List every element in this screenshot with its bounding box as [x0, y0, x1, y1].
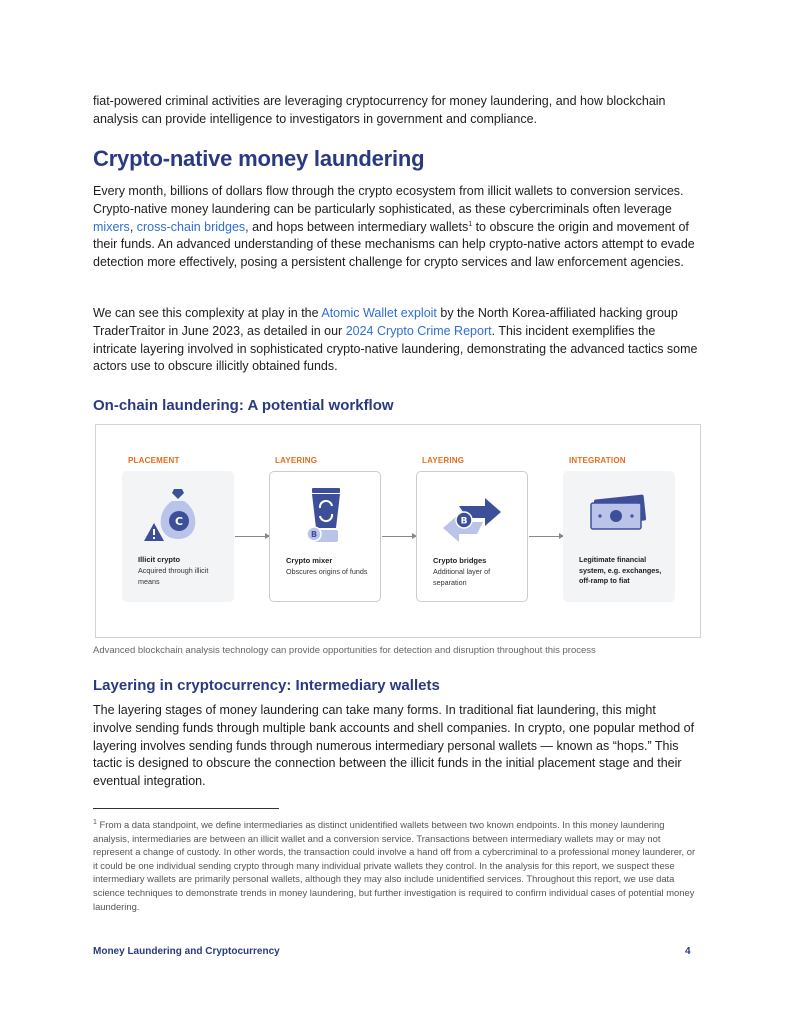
- card-title-illicit-crypto: Illicit crypto: [138, 555, 181, 564]
- stage-label-integration: INTEGRATION: [569, 456, 626, 465]
- crypto-crime-report-link[interactable]: 2024 Crypto Crime Report: [345, 323, 492, 338]
- bridge-arrows-icon: [437, 484, 507, 546]
- svg-text:C: C: [174, 515, 184, 528]
- stage-card-bridges: [416, 471, 528, 602]
- p2-text-a: We can see this complexity at play in the: [93, 306, 322, 320]
- page-number: 4: [685, 946, 691, 957]
- footnote-divider: [93, 808, 279, 809]
- cross-chain-bridges-link[interactable]: cross-chain bridges: [136, 219, 246, 234]
- p1-text-d: to obscure the origin and movement of their funds. An advanced understanding of these mechanisms can help crypto-native actors attempt to evade detection more effectively, posing a persistent challenge for crypto services and law enforcement agencies.: [93, 219, 695, 270]
- footer-title: Money Laundering and Cryptocurrency: [93, 946, 280, 957]
- card-desc-illicit-crypto: Acquired through illicit means: [138, 566, 209, 586]
- footnote-ref[interactable]: 1: [468, 220, 473, 228]
- stage-label-layering-2: LAYERING: [422, 456, 465, 465]
- card-desc-crypto-bridges: Additional layer of separation: [433, 567, 491, 587]
- paragraph-1: [93, 183, 698, 272]
- banknotes-icon: [583, 483, 653, 545]
- paragraph-2: [93, 305, 698, 376]
- mixers-link[interactable]: mixers: [93, 219, 130, 234]
- p1-text-b: ,: [129, 219, 137, 234]
- atomic-wallet-link[interactable]: Atomic Wallet exploit: [321, 306, 437, 320]
- p1-text-a: Every month, billions of dollars flow through the crypto ecosystem from illicit wallets to conversion services. Crypto-native money laundering can be particularly sophisticated, as these cybercriminals often leverage: [93, 184, 684, 216]
- footnote: [93, 818, 698, 913]
- layering-subheading: Layering in cryptocurrency: Intermediary wallets: [93, 677, 440, 694]
- card-desc-integration: Legitimate financial system, e.g. exchanges, off-ramp to fiat: [579, 555, 662, 585]
- svg-text:B: B: [310, 530, 318, 539]
- flow-arrow-2: [382, 536, 416, 537]
- flow-arrow-3: [529, 536, 563, 537]
- p2-text-b: by the North Korea-affiliated hacking group TraderTraitor in June 2023, as detailed in our: [93, 306, 678, 338]
- p1-text-c: , and hops between intermediary wallets: [245, 219, 469, 234]
- footnote-number: 1: [93, 818, 97, 826]
- section-heading: Crypto-native money laundering: [93, 146, 425, 171]
- stage-card-placement: [122, 471, 234, 602]
- workflow-figure: [95, 424, 701, 638]
- paragraph-3: The layering stages of money laundering can take many forms. In traditional fiat laundering, this might involve sending funds through multiple bank accounts and shell companies. In crypto, one popular method of layering involves sending funds through numerous intermediary personal wallets — known as “hops.” This tactic is designed to obscure the connection between the illicit funds in the initial placement stage and their eventual integration.: [93, 703, 695, 789]
- flow-arrow-1: [235, 536, 269, 537]
- svg-text:B: B: [460, 516, 468, 527]
- stage-card-integration: [563, 471, 675, 602]
- footnote-text: From a data standpoint, we define intermediaries as distinct unidentified wallets between two known endpoints. In this money laundering analysis, intermediaries are between an illicit wallet and a conversion service. Transactions between intermediary wallets may or may not represent a change of custody. In other words, the transaction could involve a hand off from a cybercriminal to a professional money launderer, or it could be one individual sending crypto through many individual private wallets they control. In the analysis for this report, we suspect these intermediary wallets are primarily personal wallets, although they may also include unidentified services. Throughout this report, we use data science techniques to demonstrate trends in money laundering, but further investigation is required to confirm individual cases of potential money laundering.: [93, 819, 696, 912]
- stage-card-mixer: [269, 471, 381, 602]
- card-title-crypto-bridges: Crypto bridges: [433, 556, 487, 565]
- stage-label-layering-1: LAYERING: [275, 456, 318, 465]
- workflow-subheading: On-chain laundering: A potential workflow: [93, 397, 394, 414]
- blender-icon: [290, 484, 360, 546]
- stage-label-placement: PLACEMENT: [128, 456, 180, 465]
- figure-caption: Advanced blockchain analysis technology can provide opportunities for detection and disruption throughout this process: [93, 645, 596, 656]
- card-desc-crypto-mixer: Obscures origins of funds: [286, 567, 368, 576]
- intro-paragraph: fiat-powered criminal activities are leveraging cryptocurrency for money laundering, and how blockchain analysis can provide intelligence to investigators in government and compliance.: [93, 94, 666, 126]
- money-bag-icon: [142, 483, 212, 545]
- p2-text-c: . This incident exemplifies the intricate layering involved in sophisticated crypto-native laundering, demonstrating the advanced tactics some actors use to obscure illicitly obtained funds.: [93, 323, 698, 374]
- card-title-crypto-mixer: Crypto mixer: [286, 556, 333, 565]
